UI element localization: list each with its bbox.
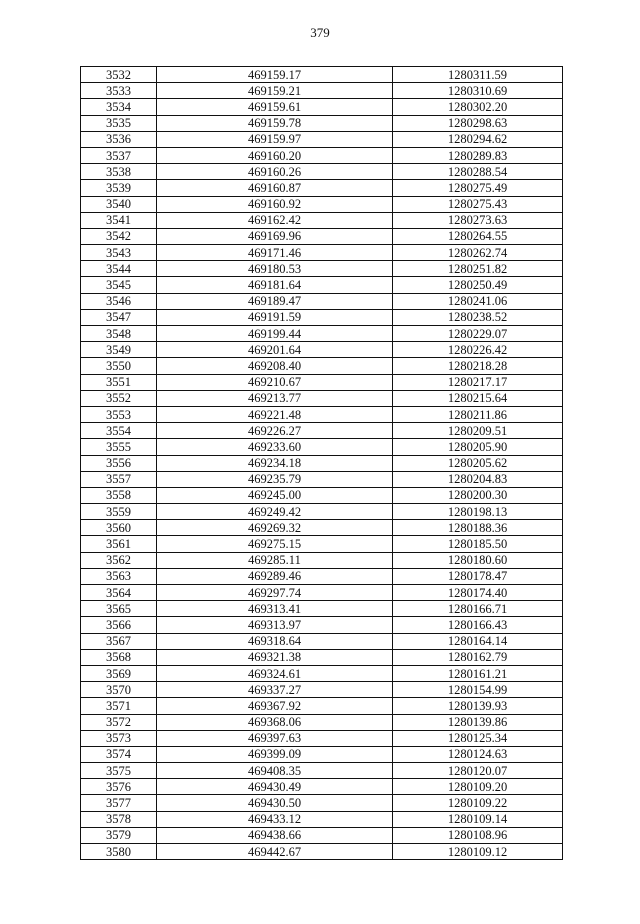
point-number-cell: 3568 [81, 649, 157, 665]
point-number-cell: 3542 [81, 228, 157, 244]
x-coordinate-cell: 469285.11 [157, 552, 393, 568]
table-row [81, 115, 563, 131]
point-number-cell: 3559 [81, 504, 157, 520]
table-row [81, 423, 563, 439]
point-number-cell: 3536 [81, 131, 157, 147]
y-coordinate-cell: 1280139.86 [393, 714, 563, 730]
y-coordinate-cell: 1280154.99 [393, 682, 563, 698]
x-coordinate-cell: 469337.27 [157, 682, 393, 698]
point-number-cell: 3554 [81, 423, 157, 439]
y-coordinate-cell: 1280174.40 [393, 585, 563, 601]
point-number-cell: 3558 [81, 487, 157, 503]
point-number-cell: 3546 [81, 293, 157, 309]
x-coordinate-cell: 469159.78 [157, 115, 393, 131]
x-coordinate-cell: 469399.09 [157, 746, 393, 762]
table-row [81, 212, 563, 228]
x-coordinate-cell: 469199.44 [157, 326, 393, 342]
x-coordinate-cell: 469213.77 [157, 390, 393, 406]
table-row [81, 552, 563, 568]
table-row [81, 147, 563, 163]
point-number-cell: 3564 [81, 585, 157, 601]
x-coordinate-cell: 469297.74 [157, 585, 393, 601]
y-coordinate-cell: 1280241.06 [393, 293, 563, 309]
y-coordinate-cell: 1280204.83 [393, 471, 563, 487]
table-row [81, 795, 563, 811]
y-coordinate-cell: 1280200.30 [393, 487, 563, 503]
x-coordinate-cell: 469430.50 [157, 795, 393, 811]
y-coordinate-cell: 1280264.55 [393, 228, 563, 244]
point-number-cell: 3575 [81, 763, 157, 779]
y-coordinate-cell: 1280250.49 [393, 277, 563, 293]
table-row [81, 601, 563, 617]
x-coordinate-cell: 469181.64 [157, 277, 393, 293]
y-coordinate-cell: 1280262.74 [393, 245, 563, 261]
table-row [81, 228, 563, 244]
point-number-cell: 3553 [81, 406, 157, 422]
point-number-cell: 3572 [81, 714, 157, 730]
point-number-cell: 3580 [81, 844, 157, 860]
y-coordinate-cell: 1280109.22 [393, 795, 563, 811]
table-row [81, 471, 563, 487]
x-coordinate-cell: 469321.38 [157, 649, 393, 665]
point-number-cell: 3578 [81, 811, 157, 827]
y-coordinate-cell: 1280238.52 [393, 309, 563, 325]
point-number-cell: 3566 [81, 617, 157, 633]
point-number-cell: 3571 [81, 698, 157, 714]
x-coordinate-cell: 469442.67 [157, 844, 393, 860]
table-row [81, 342, 563, 358]
y-coordinate-cell: 1280229.07 [393, 326, 563, 342]
table-row [81, 536, 563, 552]
y-coordinate-cell: 1280180.60 [393, 552, 563, 568]
x-coordinate-cell: 469159.21 [157, 83, 393, 99]
table-row [81, 649, 563, 665]
x-coordinate-cell: 469235.79 [157, 471, 393, 487]
y-coordinate-cell: 1280294.62 [393, 131, 563, 147]
y-coordinate-cell: 1280217.17 [393, 374, 563, 390]
table-row [81, 665, 563, 681]
y-coordinate-cell: 1280298.63 [393, 115, 563, 131]
x-coordinate-cell: 469191.59 [157, 309, 393, 325]
table-row [81, 390, 563, 406]
x-coordinate-cell: 469367.92 [157, 698, 393, 714]
table-row [81, 520, 563, 536]
y-coordinate-cell: 1280289.83 [393, 147, 563, 163]
y-coordinate-cell: 1280310.69 [393, 83, 563, 99]
table-row [81, 99, 563, 115]
point-number-cell: 3537 [81, 147, 157, 163]
y-coordinate-cell: 1280139.93 [393, 698, 563, 714]
point-number-cell: 3570 [81, 682, 157, 698]
x-coordinate-cell: 469438.66 [157, 827, 393, 843]
x-coordinate-cell: 469289.46 [157, 568, 393, 584]
y-coordinate-cell: 1280275.49 [393, 180, 563, 196]
y-coordinate-cell: 1280164.14 [393, 633, 563, 649]
x-coordinate-cell: 469269.32 [157, 520, 393, 536]
x-coordinate-cell: 469313.41 [157, 601, 393, 617]
point-number-cell: 3569 [81, 665, 157, 681]
point-number-cell: 3549 [81, 342, 157, 358]
y-coordinate-cell: 1280205.90 [393, 439, 563, 455]
point-number-cell: 3556 [81, 455, 157, 471]
point-number-cell: 3535 [81, 115, 157, 131]
table-row [81, 746, 563, 762]
y-coordinate-cell: 1280188.36 [393, 520, 563, 536]
x-coordinate-cell: 469433.12 [157, 811, 393, 827]
y-coordinate-cell: 1280178.47 [393, 568, 563, 584]
table-row [81, 326, 563, 342]
y-coordinate-cell: 1280218.28 [393, 358, 563, 374]
x-coordinate-cell: 469208.40 [157, 358, 393, 374]
x-coordinate-cell: 469189.47 [157, 293, 393, 309]
x-coordinate-cell: 469159.61 [157, 99, 393, 115]
point-number-cell: 3532 [81, 67, 157, 83]
table-row [81, 730, 563, 746]
table-row [81, 164, 563, 180]
x-coordinate-cell: 469397.63 [157, 730, 393, 746]
x-coordinate-cell: 469226.27 [157, 423, 393, 439]
point-number-cell: 3534 [81, 99, 157, 115]
x-coordinate-cell: 469171.46 [157, 245, 393, 261]
point-number-cell: 3547 [81, 309, 157, 325]
y-coordinate-cell: 1280166.43 [393, 617, 563, 633]
table-row [81, 245, 563, 261]
table-row [81, 585, 563, 601]
x-coordinate-cell: 469210.67 [157, 374, 393, 390]
y-coordinate-cell: 1280124.63 [393, 746, 563, 762]
y-coordinate-cell: 1280302.20 [393, 99, 563, 115]
point-number-cell: 3541 [81, 212, 157, 228]
y-coordinate-cell: 1280311.59 [393, 67, 563, 83]
x-coordinate-cell: 469169.96 [157, 228, 393, 244]
point-number-cell: 3538 [81, 164, 157, 180]
table-row [81, 844, 563, 860]
point-number-cell: 3574 [81, 746, 157, 762]
table-row [81, 487, 563, 503]
table-row [81, 827, 563, 843]
table-row [81, 196, 563, 212]
y-coordinate-cell: 1280109.12 [393, 844, 563, 860]
y-coordinate-cell: 1280275.43 [393, 196, 563, 212]
table-row [81, 406, 563, 422]
x-coordinate-cell: 469318.64 [157, 633, 393, 649]
table-row [81, 277, 563, 293]
point-number-cell: 3560 [81, 520, 157, 536]
point-number-cell: 3551 [81, 374, 157, 390]
x-coordinate-cell: 469180.53 [157, 261, 393, 277]
y-coordinate-cell: 1280226.42 [393, 342, 563, 358]
x-coordinate-cell: 469368.06 [157, 714, 393, 730]
point-number-cell: 3533 [81, 83, 157, 99]
table-row [81, 682, 563, 698]
table-row [81, 763, 563, 779]
x-coordinate-cell: 469160.87 [157, 180, 393, 196]
coordinates-table-body [81, 67, 563, 860]
point-number-cell: 3548 [81, 326, 157, 342]
x-coordinate-cell: 469313.97 [157, 617, 393, 633]
point-number-cell: 3545 [81, 277, 157, 293]
y-coordinate-cell: 1280120.07 [393, 763, 563, 779]
table-row [81, 261, 563, 277]
x-coordinate-cell: 469324.61 [157, 665, 393, 681]
x-coordinate-cell: 469408.35 [157, 763, 393, 779]
y-coordinate-cell: 1280209.51 [393, 423, 563, 439]
table-row [81, 811, 563, 827]
x-coordinate-cell: 469201.64 [157, 342, 393, 358]
y-coordinate-cell: 1280211.86 [393, 406, 563, 422]
point-number-cell: 3577 [81, 795, 157, 811]
table-row [81, 714, 563, 730]
y-coordinate-cell: 1280185.50 [393, 536, 563, 552]
table-row [81, 67, 563, 83]
point-number-cell: 3544 [81, 261, 157, 277]
y-coordinate-cell: 1280205.62 [393, 455, 563, 471]
x-coordinate-cell: 469249.42 [157, 504, 393, 520]
table-row [81, 698, 563, 714]
point-number-cell: 3563 [81, 568, 157, 584]
table-row [81, 180, 563, 196]
table-row [81, 439, 563, 455]
y-coordinate-cell: 1280125.34 [393, 730, 563, 746]
point-number-cell: 3555 [81, 439, 157, 455]
x-coordinate-cell: 469160.26 [157, 164, 393, 180]
table-row [81, 131, 563, 147]
x-coordinate-cell: 469160.92 [157, 196, 393, 212]
table-row [81, 568, 563, 584]
x-coordinate-cell: 469159.17 [157, 67, 393, 83]
point-number-cell: 3550 [81, 358, 157, 374]
point-number-cell: 3539 [81, 180, 157, 196]
point-number-cell: 3543 [81, 245, 157, 261]
y-coordinate-cell: 1280273.63 [393, 212, 563, 228]
point-number-cell: 3552 [81, 390, 157, 406]
table-row [81, 504, 563, 520]
x-coordinate-cell: 469162.42 [157, 212, 393, 228]
table-row [81, 455, 563, 471]
table-row [81, 83, 563, 99]
x-coordinate-cell: 469430.49 [157, 779, 393, 795]
point-number-cell: 3579 [81, 827, 157, 843]
x-coordinate-cell: 469275.15 [157, 536, 393, 552]
coordinates-table [80, 66, 563, 860]
y-coordinate-cell: 1280215.64 [393, 390, 563, 406]
point-number-cell: 3557 [81, 471, 157, 487]
x-coordinate-cell: 469233.60 [157, 439, 393, 455]
point-number-cell: 3567 [81, 633, 157, 649]
point-number-cell: 3565 [81, 601, 157, 617]
point-number-cell: 3561 [81, 536, 157, 552]
y-coordinate-cell: 1280109.14 [393, 811, 563, 827]
point-number-cell: 3562 [81, 552, 157, 568]
table-row [81, 617, 563, 633]
x-coordinate-cell: 469245.00 [157, 487, 393, 503]
y-coordinate-cell: 1280166.71 [393, 601, 563, 617]
x-coordinate-cell: 469234.18 [157, 455, 393, 471]
point-number-cell: 3540 [81, 196, 157, 212]
x-coordinate-cell: 469221.48 [157, 406, 393, 422]
y-coordinate-cell: 1280109.20 [393, 779, 563, 795]
table-row [81, 358, 563, 374]
table-row [81, 309, 563, 325]
y-coordinate-cell: 1280288.54 [393, 164, 563, 180]
y-coordinate-cell: 1280161.21 [393, 665, 563, 681]
table-row [81, 633, 563, 649]
y-coordinate-cell: 1280162.79 [393, 649, 563, 665]
page-number: 379 [310, 25, 330, 40]
x-coordinate-cell: 469159.97 [157, 131, 393, 147]
y-coordinate-cell: 1280251.82 [393, 261, 563, 277]
y-coordinate-cell: 1280108.96 [393, 827, 563, 843]
table-row [81, 779, 563, 795]
table-row [81, 374, 563, 390]
table-row [81, 293, 563, 309]
y-coordinate-cell: 1280198.13 [393, 504, 563, 520]
x-coordinate-cell: 469160.20 [157, 147, 393, 163]
point-number-cell: 3573 [81, 730, 157, 746]
point-number-cell: 3576 [81, 779, 157, 795]
